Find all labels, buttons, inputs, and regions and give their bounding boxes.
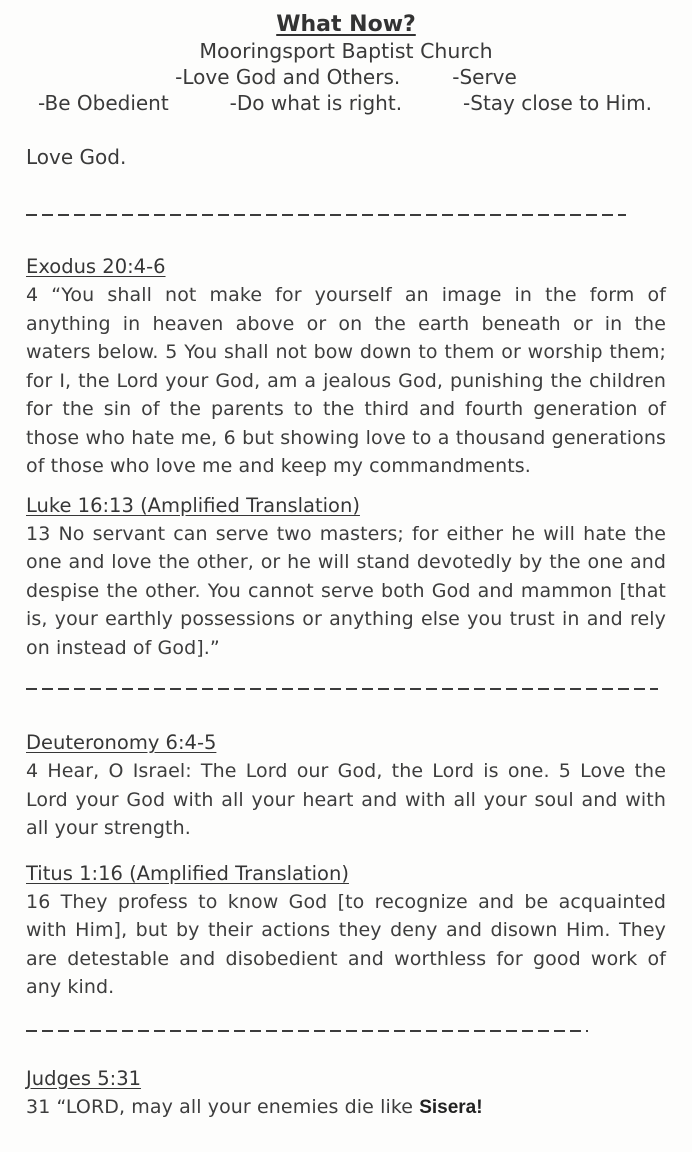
judges-sisera-emphasis: Sisera! — [419, 1096, 483, 1118]
dashed-divider — [26, 688, 658, 690]
church-name: Mooringsport Baptist Church — [199, 39, 493, 63]
scripture-heading-judges: Judges 5:31 — [26, 1066, 142, 1090]
motto-stay-close-to-him: -Stay close to Him. — [463, 91, 652, 115]
scripture-body-judges — [26, 1093, 666, 1123]
scripture-body-luke: 13 No servant can serve two masters; for either he will hate the one and love the other, or he will stand devotedly by the one and despise the other. You cannot serve both God and mammon [that is, your earthly possessions or anything else you trust in and rely on instead of God].” — [26, 522, 666, 659]
motto-love-god-and-others: -Love God and Others. — [175, 65, 401, 89]
motto-be-obedient: -Be Obedient — [38, 91, 169, 115]
scripture-heading-luke: Luke 16:13 (Amplified Translation) — [26, 493, 360, 517]
judges-verse-text: 31 “LORD, may all your enemies die like — [26, 1095, 420, 1118]
motto-do-what-is-right: -Do what is right. — [229, 91, 403, 115]
scripture-body-titus: 16 They profess to know God [to recognize and be acquainted with Him], but by their actions they deny and disown Him. They are detestable and disobedient and worthless for good work of any kind. — [26, 890, 666, 998]
dashed-divider — [26, 1030, 588, 1032]
dashed-divider — [26, 214, 626, 216]
motto-row-2 — [26, 90, 666, 116]
scripture-body-exodus: 4 “You shall not make for yourself an image in the form of anything in heaven above or on the earth beneath or in the waters below. 5 You shall not bow down to them or worship them; for I, the Lord your God, am a jealous God, punishing the children for the sin of the parents to the third and fourth generation of those who hate me, 6 but showing love to a thousand generations of those who love me and keep my commandments. — [26, 284, 666, 477]
scripture-heading-deuteronomy: Deuteronomy 6:4-5 — [26, 731, 217, 754]
motto-serve: -Serve — [452, 65, 517, 89]
section-label-love-god: Love God. — [26, 145, 127, 169]
scripture-body-deuteronomy: 4 Hear, O Israel: The Lord our God, the Lord is one. 5 Love the Lord your God with all your heart and with all your soul and with all your strength. — [26, 760, 666, 839]
scripture-heading-exodus: Exodus 20:4-6 — [26, 255, 166, 278]
motto-row-1 — [26, 64, 666, 90]
document-header — [26, 12, 666, 116]
page-title: What Now? — [276, 12, 416, 37]
scripture-heading-titus: Titus 1:16 (Amplified Translation) — [26, 861, 349, 885]
